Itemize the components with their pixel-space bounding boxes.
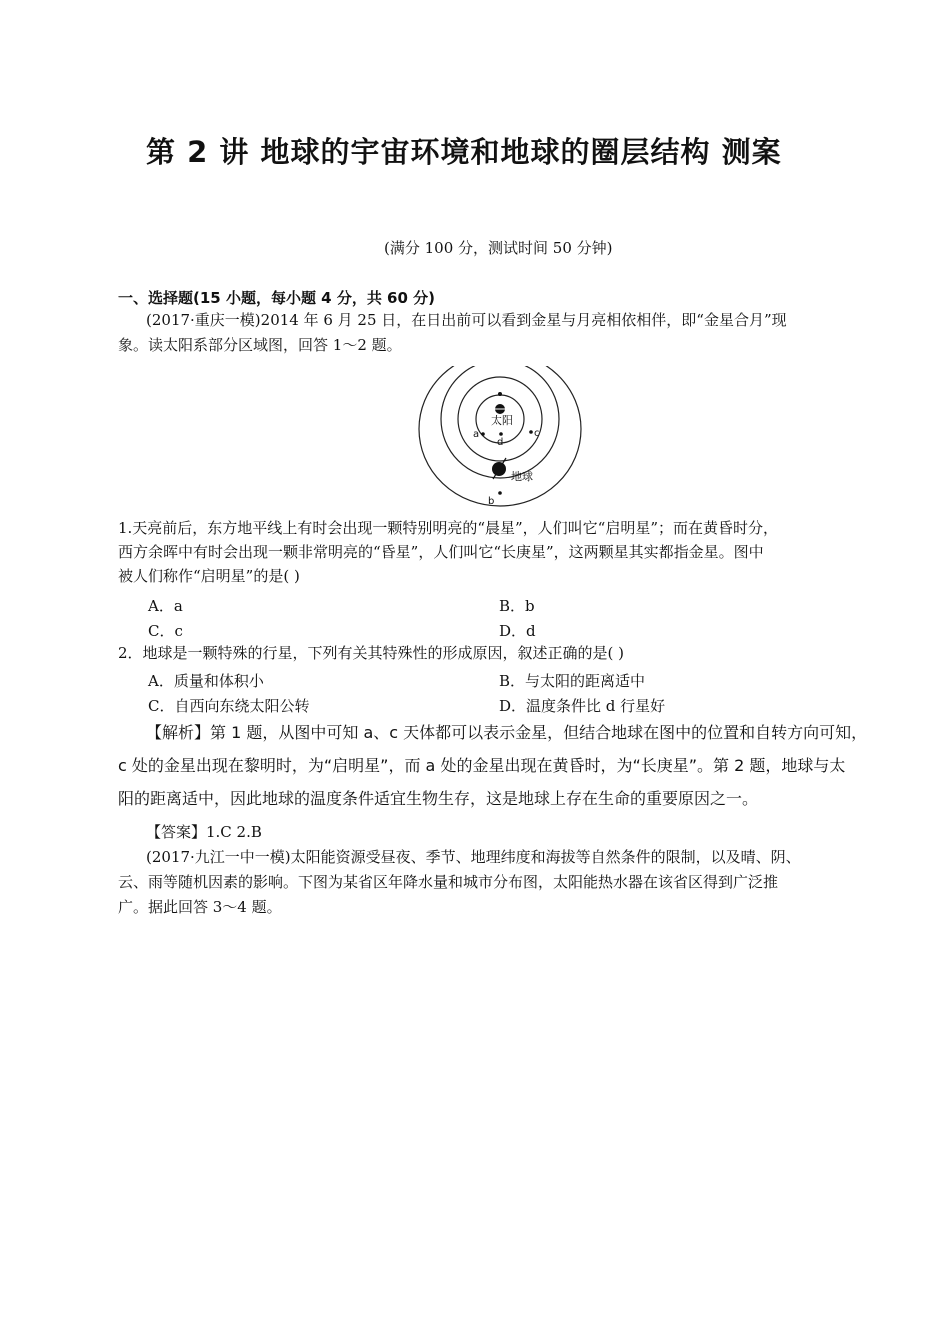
q1-option-c: C．c xyxy=(148,622,183,640)
q1-option-d: D．d xyxy=(499,622,536,640)
label-b: b xyxy=(488,496,495,507)
q1-option-b: B．b xyxy=(499,597,535,615)
analysis-line-3: 阳的距离适中，因此地球的温度条件适宜生物生存，这是地球上存在生命的重要原因之一。 xyxy=(118,789,759,808)
planet-b-dot xyxy=(498,491,502,495)
q2-option-d: D．温度条件比 d 行星好 xyxy=(499,697,666,715)
planet-a-dot xyxy=(481,432,485,436)
intro-line-2: 象。读太阳系部分区域图，回答 1～2 题。 xyxy=(118,336,402,354)
page-subtitle: (满分 100 分，测试时间 50 分钟) xyxy=(384,239,613,257)
analysis-line-2: c 处的金星出现在黎明时，为“启明星”，而 a 处的金星出现在黄昏时，为“长庚星”。第 2 题，地球与太 xyxy=(118,756,846,775)
planet-c-dot xyxy=(529,430,533,434)
label-a: a xyxy=(473,429,480,440)
q1-option-a: A．a xyxy=(148,597,183,615)
intro-line-1: (2017·重庆一模)2014 年 6 月 25 日，在日出前可以看到金星与月亮相依相伴，即“金星合月”现 xyxy=(146,311,787,329)
q2-option-c: C．自西向东绕太阳公转 xyxy=(148,697,310,715)
planet-d-dot xyxy=(499,432,503,436)
intro2-line-2: 云、雨等随机因素的影响。下图为某省区年降水量和城市分布图，太阳能热水器在该省区得到广泛推 xyxy=(118,873,779,891)
answer: 【答案】1.C 2.B xyxy=(146,823,262,841)
intro2-line-3: 广。据此回答 3～4 题。 xyxy=(118,898,282,916)
solar-system-diagram xyxy=(414,366,586,512)
intro2-line-1: (2017·九江一中一模)太阳能资源受昼夜、季节、地理纬度和海拔等自然条件的限制，以及晴、阴、 xyxy=(146,848,801,866)
sun-label: 太阳 xyxy=(491,414,513,427)
q2-option-a: A．质量和体积小 xyxy=(148,672,264,690)
q1-line-1: 1.天亮前后，东方地平线上有时会出现一颗特别明亮的“晨星”，人们叫它“启明星”；而在黄昏时分， xyxy=(118,519,778,537)
q1-line-2: 西方余晖中有时会出现一颗非常明亮的“昏星”，人们叫它“长庚星”，这两颗星其实都指金星。图中 xyxy=(118,543,764,561)
earth-label: 地球 xyxy=(511,470,533,483)
label-d: d xyxy=(497,437,504,448)
page-title: 第 2 讲 地球的宇宙环境和地球的圈层结构 测案 xyxy=(146,135,782,169)
analysis-line-1: 【解析】第 1 题，从图中可知 a、c 天体都可以表示金星，但结合地球在图中的位置和自转方向可知， xyxy=(146,723,868,742)
q2-stem: 2．地球是一颗特殊的行星，下列有关其特殊性的形成原因，叙述正确的是( ) xyxy=(118,644,625,662)
q1-line-3: 被人们称作“启明星”的是( ) xyxy=(118,567,300,585)
mercury-dot xyxy=(498,392,502,396)
q2-option-b: B．与太阳的距离适中 xyxy=(499,672,646,690)
label-c: c xyxy=(534,428,540,439)
section-heading: 一、选择题(15 小题，每小题 4 分，共 60 分) xyxy=(118,289,436,307)
